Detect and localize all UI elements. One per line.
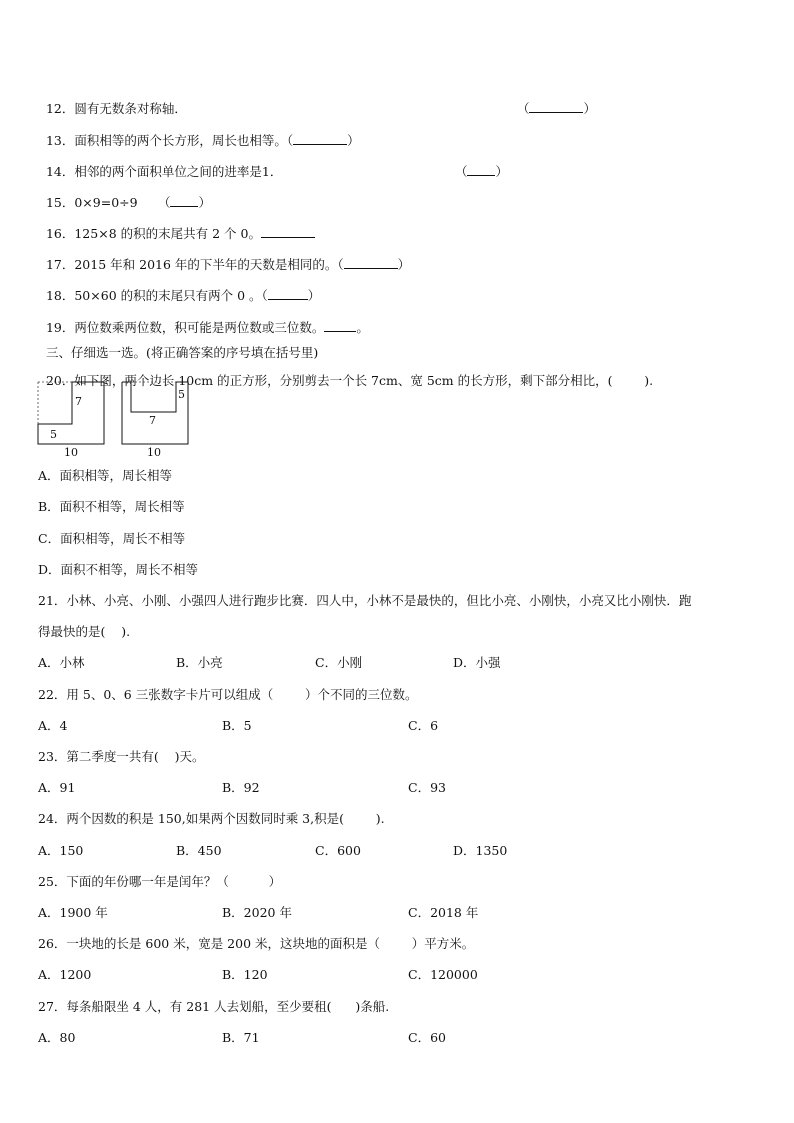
- question-26-option-a[interactable]: A．1200: [38, 967, 92, 982]
- section-3-heading: 三、仔细选一选。(将正确答案的序号填在括号里): [45, 345, 319, 360]
- answer-blank[interactable]: [261, 225, 315, 238]
- question-18: 18．50×60 的积的末尾只有两个 0 。（ ）: [45, 288, 321, 303]
- answer-blank[interactable]: [344, 256, 398, 269]
- question-12: [38, 82, 187, 118]
- question-27: 27．每条船限坐 4 人，有 281 人去划船，至少要租( )条船.: [38, 999, 390, 1014]
- question-24: 24．两个因数的积是 150,如果两个因数同时乘 3,积是( ).: [38, 811, 385, 826]
- question-19: 19．两位数乘两位数，积可能是两位数或三位数。 。: [45, 320, 369, 335]
- question-27-option-a[interactable]: A．80: [38, 1030, 76, 1045]
- answer-blank[interactable]: [467, 163, 495, 176]
- question-23-option-b[interactable]: B．92: [222, 780, 260, 795]
- question-24-option-c[interactable]: C．600: [315, 843, 361, 858]
- figure-1-label-5: 5: [50, 428, 57, 441]
- question-21-option-a[interactable]: A．小林: [38, 655, 85, 670]
- question-24-option-d[interactable]: D．1350: [453, 843, 508, 858]
- question-20-figure: [34, 378, 204, 460]
- question-26-option-c[interactable]: C．120000: [408, 967, 478, 982]
- question-24-option-b[interactable]: B．450: [176, 843, 222, 858]
- question-25-option-b[interactable]: B．2020 年: [222, 905, 292, 920]
- question-23-option-c[interactable]: C．93: [408, 780, 446, 795]
- question-20-option-d[interactable]: D．面积不相等，周长不相等: [38, 562, 199, 577]
- figure-1: [38, 382, 104, 459]
- question-12-text: 12．圆有无数条对称轴．: [45, 101, 187, 116]
- question-20-option-a[interactable]: A．面积相等，周长相等: [38, 468, 173, 483]
- question-21-option-c[interactable]: C．小刚: [315, 655, 363, 670]
- question-27-option-c[interactable]: C．60: [408, 1030, 446, 1045]
- question-26: 26．一块地的长是 600 米，宽是 200 米，这块地的面积是（ ）平方米。: [38, 936, 475, 951]
- question-20: 20．如下图，两个边长 10cm 的正方形，分别剪去一个长 7cm、宽 5cm 的长方形，剩下部分相比，( ).: [45, 373, 654, 388]
- answer-blank[interactable]: [529, 100, 583, 113]
- figure-2-label-7: 7: [149, 414, 156, 427]
- question-25-option-c[interactable]: C．2018 年: [408, 905, 479, 920]
- question-20-option-c[interactable]: C．面积相等，周长不相等: [38, 531, 186, 546]
- question-21-option-d[interactable]: D．小强: [453, 655, 501, 670]
- figure-2-label-10: 10: [147, 446, 161, 459]
- figure-1-label-10: 10: [64, 446, 78, 459]
- question-23-option-a[interactable]: A．91: [38, 780, 76, 795]
- answer-blank[interactable]: [170, 194, 198, 207]
- question-15: 15．0×9=0÷9: [45, 195, 138, 210]
- question-26-option-b[interactable]: B．120: [222, 967, 268, 982]
- question-20-option-b[interactable]: B．面积不相等，周长相等: [38, 499, 185, 514]
- question-14: 14．相邻的两个面积单位之间的进率是1．: [45, 164, 283, 179]
- question-21-option-b[interactable]: B．小亮: [176, 655, 223, 670]
- question-16: 16．125×8 的积的末尾共有 2 个 0。: [38, 207, 315, 243]
- question-21-line-2: 得最快的是( ).: [38, 624, 131, 639]
- question-14-answer: （ ）: [454, 164, 508, 179]
- question-13: 13．面积相等的两个长方形，周长也相等。（ ）: [45, 133, 360, 148]
- question-25: 25．下面的年份哪一年是闰年？（ ）: [38, 874, 282, 889]
- answer-blank[interactable]: [293, 132, 347, 145]
- answer-blank[interactable]: [324, 319, 356, 332]
- question-12-answer: （ ）: [516, 101, 596, 116]
- question-24-option-a[interactable]: A．150: [38, 843, 84, 858]
- figure-2-label-5: 5: [178, 388, 185, 401]
- question-22-option-a[interactable]: A．4: [38, 718, 68, 733]
- question-27-option-b[interactable]: B．71: [222, 1030, 260, 1045]
- figure-1-label-7: 7: [75, 395, 82, 408]
- figure-2: [122, 382, 188, 459]
- answer-blank[interactable]: [268, 287, 308, 300]
- question-23: 23．第二季度一共有( )天。: [38, 749, 205, 764]
- question-22-option-b[interactable]: B．5: [222, 718, 252, 733]
- question-17: 17．2015 年和 2016 年的下半年的天数是相同的。（ ）: [45, 257, 411, 272]
- question-21-line-1: 21．小林、小亮、小刚、小强四人进行跑步比赛．四人中，小林不是最快的，但比小亮、小刚快，小亮又比小刚快．跑: [38, 593, 692, 608]
- question-22-option-c[interactable]: C．6: [408, 718, 439, 733]
- question-25-option-a[interactable]: A．1900 年: [38, 905, 108, 920]
- question-15-answer: （ ）: [157, 195, 211, 210]
- question-22: 22．用 5、0、6 三张数字卡片可以组成（ ）个不同的三位数。: [38, 687, 418, 702]
